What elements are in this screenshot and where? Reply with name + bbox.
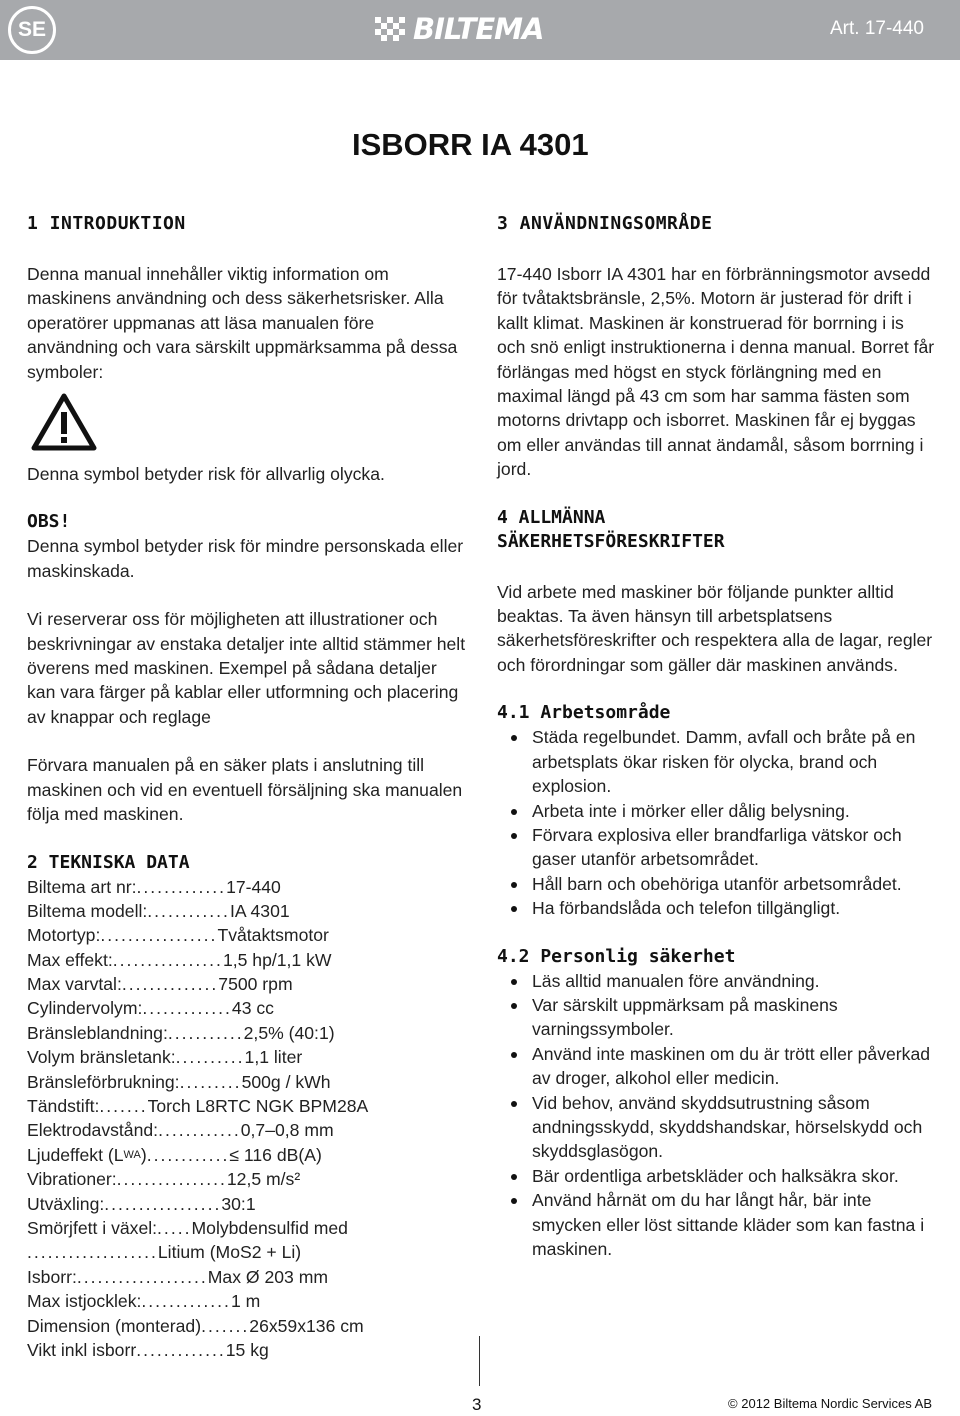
storage-paragraph: Förvara manualen på en säker plats i anslutning till maskinen och vid en eventuell försäljning ska manualen följa med maskinen.	[27, 755, 463, 825]
spec-leader-dots: ................	[112, 949, 223, 970]
biltema-logo	[375, 14, 543, 44]
spec-value: 2,5% (40:1)	[243, 1022, 335, 1043]
spec-label: Bränsleblandning:	[27, 1022, 168, 1043]
safety-paragraph: Vid arbete med maskiner bör följande punkter alltid beaktas. Ta även hänsyn till arbetsplatsens säkerhetsföreskrifter och respektera alla de lagar, regler och förordningar som gäller där maskinen används.	[497, 581, 933, 675]
spec-row	[27, 1070, 467, 1094]
spec-value: 1 m	[230, 1291, 261, 1312]
language-badge: SE	[8, 6, 56, 54]
spec-value: 26x59x136 cm	[249, 1315, 364, 1336]
spec-leader-dots: .............	[136, 876, 227, 897]
spec-leader-dots: ............	[146, 1144, 230, 1165]
spec-row	[27, 1094, 467, 1118]
spec-leader-dots: .................	[104, 1193, 222, 1214]
spec-value: Litium (MoS2 + Li)	[157, 1242, 302, 1263]
disclaimer-paragraph: Vi reserverar oss för möjligheten att illustrationer och beskrivningar av enstaka detaljer inte alltid stämmer helt överens med maskinen. Exempel på sådana detaljer kan vara färger på kablar eller utformning och placering av knappar och reglage	[27, 609, 466, 727]
spec-value: Tvåtaktsmotor	[217, 925, 329, 946]
spec-value: 500g / kWh	[241, 1071, 331, 1092]
spec-label: Vikt inkl isborr	[27, 1339, 137, 1360]
spec-label: Ljudeffekt (L	[27, 1144, 124, 1165]
spec-leader-dots: ...................	[76, 1266, 208, 1287]
spec-label: Biltema modell:	[27, 900, 148, 921]
list-item: Förvara explosiva eller brandfarliga vätskor och gaser utanför arbetsområdet.	[497, 823, 937, 872]
document-title: ISBORR IA 4301	[352, 127, 589, 162]
list-item: Arbeta inte i mörker eller dålig belysning.	[497, 799, 937, 823]
spec-leader-dots: .....	[157, 1217, 192, 1238]
list-item: Vid behov, använd skyddsutrustning såsom andningsskydd, skyddshandskar, hörselskydd och skyddsglasögon.	[497, 1091, 937, 1164]
section-1-heading: 1 INTRODUKTION	[27, 213, 186, 234]
spec-leader-dots: .......	[99, 1096, 148, 1117]
spec-leader-dots: ................	[116, 1169, 227, 1190]
page-number: 3	[472, 1395, 482, 1414]
spec-row	[27, 1143, 467, 1167]
spec-row	[27, 875, 467, 899]
spec-value: Torch L8RTC NGK BPM28A	[147, 1096, 369, 1117]
spec-label: Motortyp:	[27, 925, 101, 946]
personal-safety-list	[497, 969, 937, 1262]
obs-label: OBS!	[27, 511, 71, 533]
spec-label: Smörjfett i växel:	[27, 1217, 158, 1238]
spec-label-subscript: WA	[123, 1148, 141, 1161]
spec-leader-dots: .......	[201, 1315, 250, 1336]
section-4-2-heading: 4.2 Personlig säkerhet	[497, 945, 736, 967]
section-3-heading: 3 ANVÄNDNINGSOMRÅDE	[497, 213, 713, 234]
spec-leader-dots: ..........	[175, 1047, 245, 1068]
spec-label: Max istjocklek:	[27, 1291, 142, 1312]
spec-label: Biltema art nr:	[27, 876, 137, 897]
list-item: Använd inte maskinen om du är trött eller påverkad av droger, alkohol eller medicin.	[497, 1042, 937, 1091]
spec-label-end: )	[140, 1144, 147, 1165]
spec-row	[27, 1289, 467, 1313]
section-4-1-heading: 4.1 Arbetsområde	[497, 702, 671, 724]
checkered-flag-icon	[375, 15, 407, 43]
work-area-list	[497, 725, 937, 920]
spec-row	[27, 1216, 467, 1240]
spec-row	[27, 923, 467, 947]
spec-leader-dots: .............	[142, 998, 232, 1019]
spec-row	[27, 1240, 467, 1264]
spec-label: Volym bränsletank:	[27, 1047, 176, 1068]
spec-row	[27, 948, 467, 972]
spec-row	[27, 996, 467, 1020]
spec-value: 30:1	[221, 1193, 256, 1214]
spec-label: Tändstift:	[27, 1096, 100, 1117]
list-item: Var särskilt uppmärksam på maskinens varningssymboler.	[497, 993, 937, 1042]
spec-row	[27, 1265, 467, 1289]
spec-value: Molybdensulfid med	[191, 1217, 348, 1238]
spec-label: Max effekt:	[27, 949, 113, 970]
spec-row	[27, 1021, 467, 1045]
header-bar	[0, 0, 960, 60]
list-item: Använd hårnät om du har långt hår, bär inte smycken eller löst sittande kläder som kan fastna i maskinen.	[497, 1188, 937, 1261]
spec-label: Dimension (monterad)	[27, 1315, 202, 1336]
spec-value: 15 kg	[225, 1339, 269, 1360]
spec-value: 43 cc	[231, 998, 274, 1019]
spec-row	[27, 1192, 467, 1216]
brand-name: BILTEMA	[413, 12, 544, 46]
spec-label: Cylindervolym:	[27, 998, 143, 1019]
spec-leader-dots: .........	[179, 1071, 242, 1092]
left-column	[27, 212, 467, 1362]
article-number: Art. 17-440	[830, 18, 924, 39]
list-item: Städa regelbundet. Damm, avfall och bråte på en arbetsplats ökar risken för olycka, brand och explosion.	[497, 725, 937, 798]
list-item: Läs alltid manualen före användning.	[497, 969, 937, 993]
spec-leader-dots: ...........	[167, 1022, 244, 1043]
right-column	[497, 212, 937, 1261]
spec-label: Vibrationer:	[27, 1169, 117, 1190]
spec-label: Elektrodavstånd:	[27, 1120, 159, 1141]
spec-leader-dots: ..............	[121, 974, 219, 995]
spec-value: 17-440	[226, 876, 281, 897]
spec-leader-dots: ............	[147, 900, 230, 921]
spec-leader-dots: .................	[100, 925, 218, 946]
spec-value: 7500 rpm	[218, 974, 293, 995]
warning-triangle-icon	[31, 392, 97, 452]
spec-leader-dots: ............	[158, 1120, 241, 1141]
intro-paragraph: Denna manual innehåller viktig information om maskinens användning och dess säkerhetsrisker. Alla operatörer uppmanas att läsa manualen före användning och vara särskilt uppmärksamma på dessa symboler:	[27, 264, 458, 382]
warning-symbol-text: Denna symbol betyder risk för allvarlig olycka.	[27, 464, 385, 485]
spec-row	[27, 1314, 467, 1338]
spec-leader-dots: .............	[141, 1291, 231, 1312]
section-4-heading-line-2: SÄKERHETSFÖRESKRIFTER	[497, 530, 725, 552]
list-item: Ha förbandslåda och telefon tillgängligt.	[497, 896, 937, 920]
spec-label: Bränsleförbrukning:	[27, 1071, 180, 1092]
spec-value: IA 4301	[229, 900, 290, 921]
spec-value: 0,7–0,8 mm	[240, 1120, 334, 1141]
spec-row	[27, 899, 467, 923]
obs-text: Denna symbol betyder risk för mindre personskada eller maskinskada.	[27, 536, 464, 581]
spec-leader-dots: ...................	[27, 1242, 158, 1263]
list-item: Håll barn och obehöriga utanför arbetsområdet.	[497, 872, 937, 896]
spec-label: Utväxling:	[27, 1193, 105, 1214]
spec-leader-dots: .............	[136, 1339, 226, 1360]
spec-row	[27, 1045, 467, 1069]
spec-row	[27, 972, 467, 996]
spec-row	[27, 1167, 467, 1191]
column-divider	[479, 1336, 480, 1386]
spec-value: ≤ 116 dB(A)	[229, 1144, 322, 1165]
section-2-heading: 2 TEKNISKA DATA	[27, 851, 190, 873]
spec-label: Max varvtal:	[27, 974, 122, 995]
spec-label: Isborr:	[27, 1266, 77, 1287]
section-4-heading-line-1: 4 ALLMÄNNA	[497, 506, 606, 528]
usage-paragraph: 17-440 Isborr IA 4301 har en förbränningsmotor avsedd för tvåtaktsbränsle, 2,5%. Motorn är justerad för drift i kallt klimat. Maskinen är konstruerad för borrning i is och snö enligt instruktionerna i denna manual. Borret får förlängas med högst en styck förlängning med en maximal längd på 43 cm som har samma fästen som motorns drivtapp och isborret. Maskinen får ej byggas om eller användas till annat ändamål, såsom borrning i jord.	[497, 264, 935, 480]
list-item: Bär ordentliga arbetskläder och halksäkra skor.	[497, 1164, 937, 1188]
document-title-row	[0, 127, 960, 163]
spec-value: 1,1 liter	[244, 1047, 303, 1068]
technical-data-list	[27, 875, 467, 1363]
spec-row	[27, 1338, 467, 1362]
spec-value: 1,5 hp/1,1 kW	[222, 949, 332, 970]
spec-value: 12,5 m/s²	[226, 1169, 301, 1190]
copyright-notice: © 2012 Biltema Nordic Services AB	[728, 1396, 932, 1411]
spec-value: Max Ø 203 mm	[207, 1266, 329, 1287]
spec-row	[27, 1118, 467, 1142]
